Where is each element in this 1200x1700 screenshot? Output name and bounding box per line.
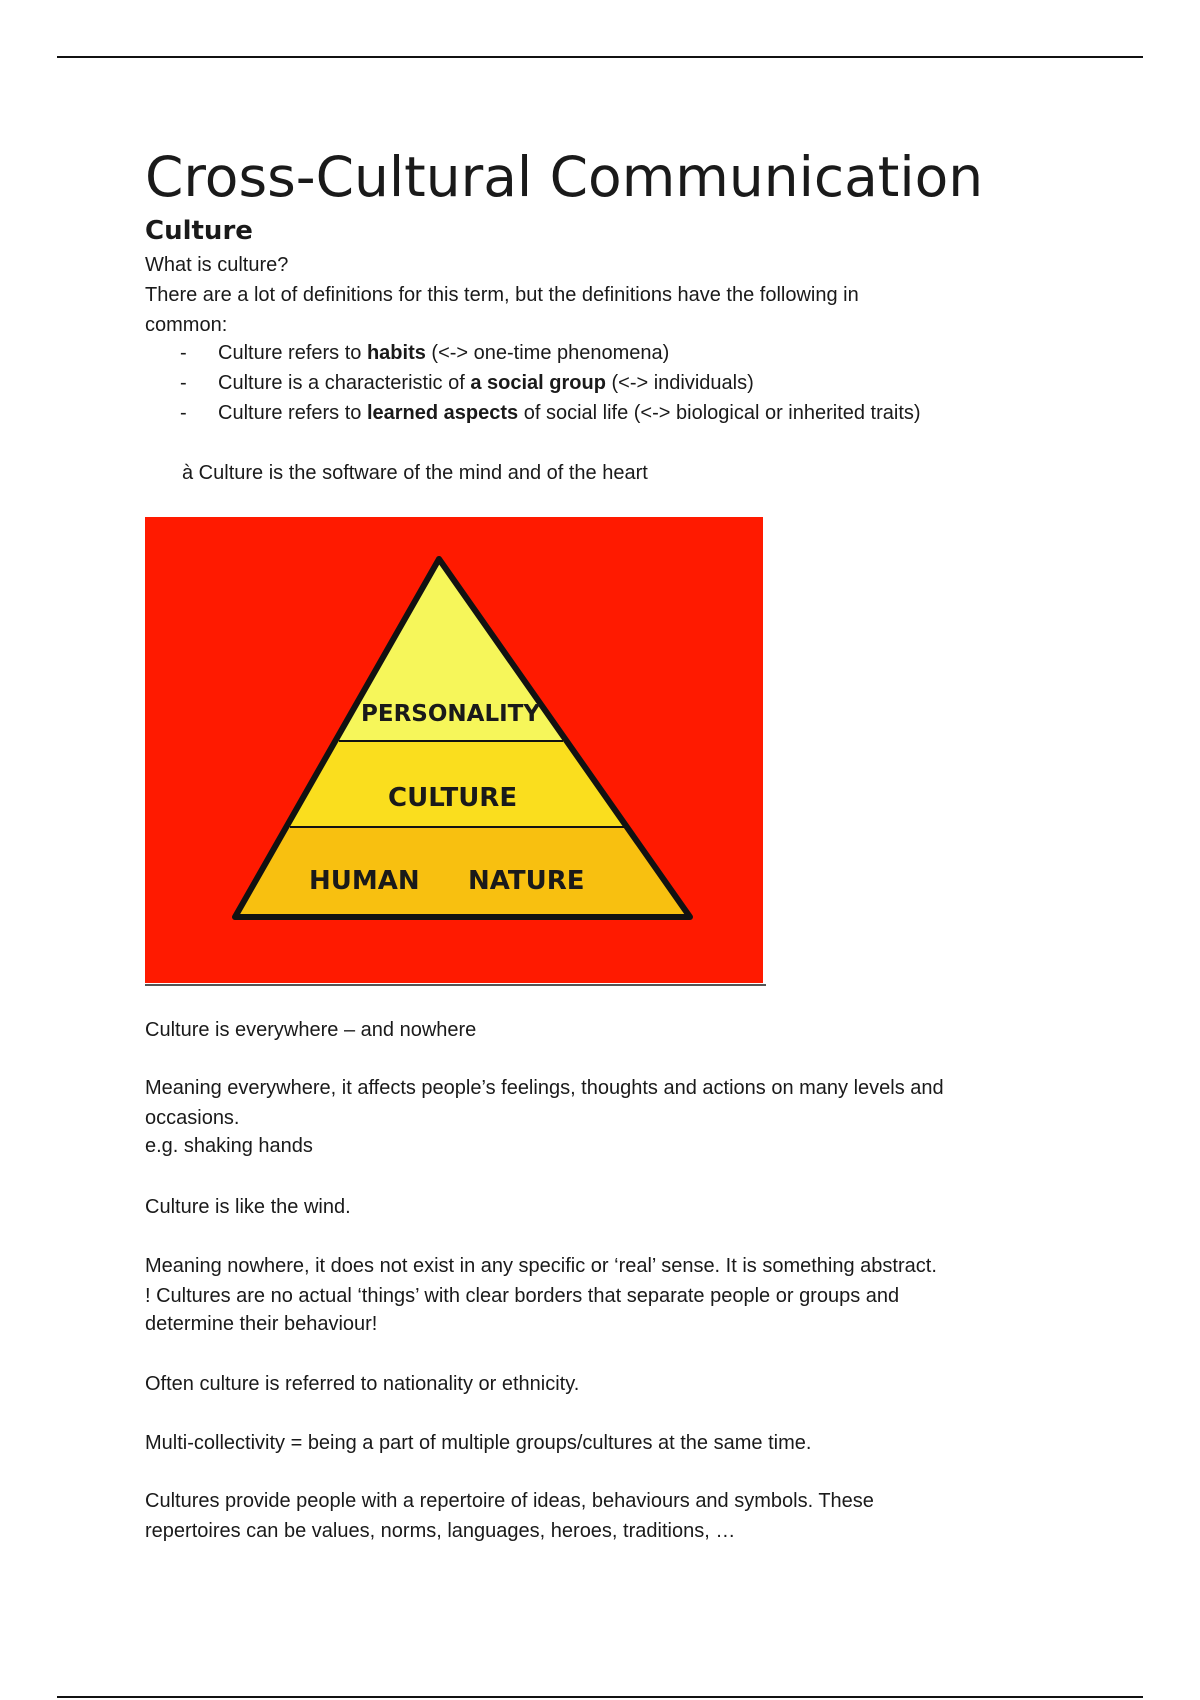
paragraph-line: Meaning everywhere, it affects people’s feelings, thoughts and actions on many levels and <box>145 1077 944 1099</box>
paragraph-line: repertoires can be values, norms, languages, heroes, traditions, … <box>145 1520 736 1542</box>
pyramid-illustration <box>145 517 763 983</box>
question-text: What is culture? <box>145 254 289 276</box>
pyramid-label-bottom-left: HUMAN <box>309 866 420 896</box>
bullet-text: Culture refers to <box>218 402 367 424</box>
page-top-rule <box>57 56 1143 58</box>
intro-line-2: common: <box>145 314 228 336</box>
document-title: Cross-Cultural Communication <box>145 145 984 209</box>
paragraph-line: occasions. <box>145 1107 240 1129</box>
bullet-marker: - <box>180 372 187 394</box>
bullet-bold-text: learned aspects <box>366 402 519 424</box>
intro-line-1: There are a lot of definitions for this term, but the definitions have the following in <box>145 284 859 306</box>
pyramid-label-top: PERSONALITY <box>361 701 541 727</box>
pyramid-label-middle: CULTURE <box>388 783 518 813</box>
bullet-text: (<-> one-time phenomena) <box>425 342 670 364</box>
page-bottom-rule <box>57 1696 1143 1698</box>
list-item <box>180 398 921 428</box>
section-heading: Culture <box>145 216 253 246</box>
paragraph-line: Cultures provide people with a repertoire of ideas, behaviours and symbols. These <box>145 1490 874 1512</box>
bullet-marker: - <box>180 402 187 424</box>
bullet-bold-text: a social group <box>470 372 606 394</box>
bullet-text: of social life (<-> biological or inherited traits) <box>518 402 921 424</box>
conclusion-line <box>182 458 648 488</box>
bullet-text: Culture is a characteristic of <box>218 372 471 394</box>
paragraph-line: Multi-collectivity = being a part of multiple groups/cultures at the same time. <box>145 1432 812 1454</box>
paragraph-line: Culture is like the wind. <box>145 1196 351 1218</box>
arrow-glyph: à <box>182 462 194 484</box>
figure-underline <box>145 984 766 986</box>
list-item <box>180 338 669 368</box>
paragraph-line: Culture is everywhere – and nowhere <box>145 1019 477 1041</box>
bullet-text: (<-> individuals) <box>605 372 754 394</box>
paragraph-line: Often culture is referred to nationality or ethnicity. <box>145 1373 580 1395</box>
paragraph-line: e.g. shaking hands <box>145 1135 313 1157</box>
bullet-bold-text: habits <box>366 342 426 364</box>
bullet-text: Culture refers to <box>218 342 367 364</box>
culture-pyramid-figure <box>145 517 763 983</box>
paragraph-line: ! Cultures are no actual ‘things’ with clear borders that separate people or groups and <box>145 1285 900 1307</box>
pyramid-label-bottom-right: NATURE <box>468 866 585 896</box>
conclusion-text: Culture is the software of the mind and of the heart <box>193 462 648 484</box>
bullet-marker: - <box>180 342 187 364</box>
paragraph-line: Meaning nowhere, it does not exist in any specific or ‘real’ sense. It is something abstract. <box>145 1255 937 1277</box>
list-item <box>180 368 754 398</box>
paragraph-line: determine their behaviour! <box>145 1313 378 1335</box>
